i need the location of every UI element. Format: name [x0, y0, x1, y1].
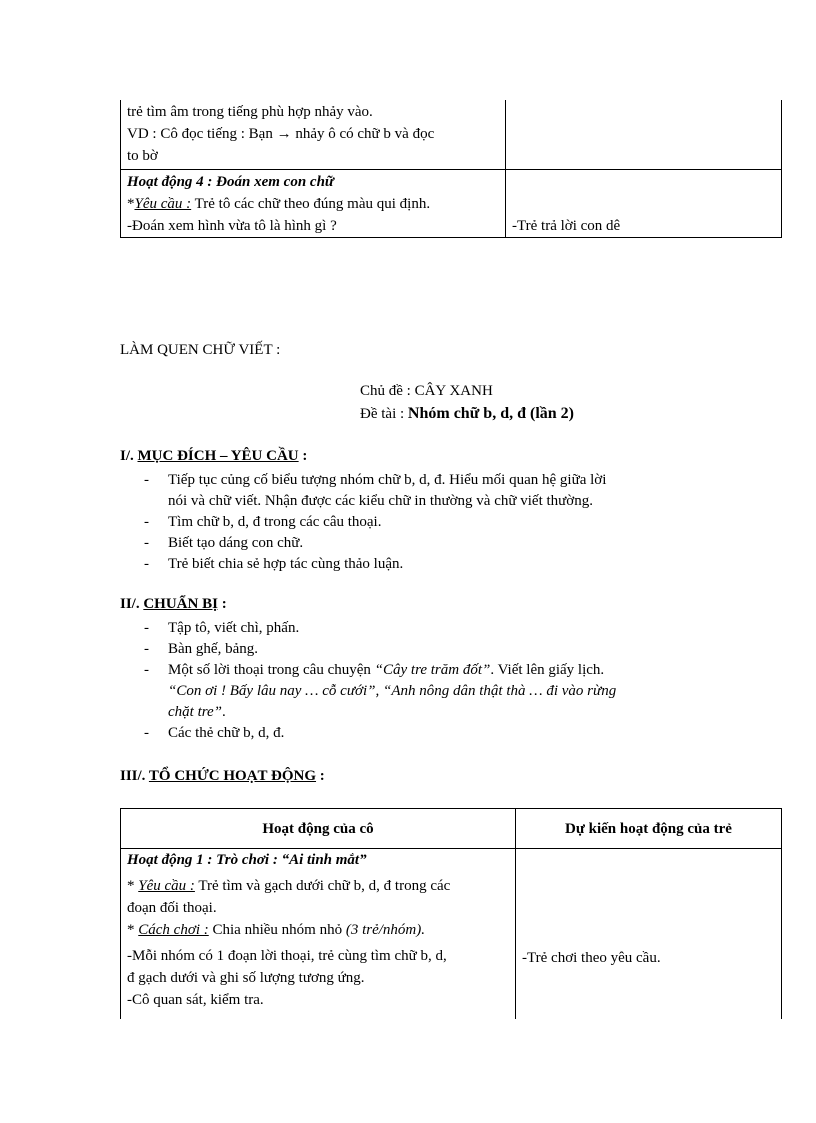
child-response: -Trẻ chơi theo yêu cầu.: [522, 950, 661, 966]
section-number: III/.: [120, 768, 149, 784]
text-line: đ gạch dưới và ghi số lượng tương ứng.: [127, 970, 365, 986]
child-activity-cell: [506, 100, 782, 169]
section-title: MỤC ĐÍCH – YÊU CẦU: [137, 448, 299, 464]
column-header: Hoạt động của cô: [121, 809, 516, 849]
group-note: (3 trẻ/nhóm).: [345, 922, 425, 938]
rules-text: Chia nhiều nhóm nhỏ: [208, 922, 346, 938]
section-title: CHUẨN BỊ: [143, 596, 218, 612]
section-number: I/.: [120, 448, 138, 464]
requirement-text: Trẻ tìm và gạch dưới chữ b, d, đ trong các: [194, 878, 451, 894]
requirement-label: Yêu cầu :: [134, 195, 192, 212]
asterisk: *: [127, 195, 135, 212]
child-activity-cell: [506, 169, 782, 237]
list-item: - Bàn ghế, bảng.: [120, 639, 760, 660]
list-item: - Biết tạo dáng con chữ.: [120, 533, 760, 554]
requirement-text: Trẻ tô các chữ theo đúng màu qui định.: [191, 195, 431, 212]
list-item-text: . Viết lên giấy lịch.: [490, 662, 605, 678]
list-item: - Tập tô, viết chì, phấn.: [120, 618, 760, 639]
list-item-text: Tiếp tục củng cố biểu tượng nhóm chữ b, d, đ. Hiểu mối quan hệ giữa lời: [168, 472, 607, 488]
topic-label: Chủ đề : CÂY XANH: [360, 383, 493, 399]
list-item: - Các thẻ chữ b, d, đ.: [120, 723, 760, 744]
subject-value: Nhóm chữ b, d, đ (lần 2): [407, 405, 574, 422]
section-heading-objectives: [120, 448, 307, 465]
activity-title: Hoạt động 1 : Trò chơi : “Ai tinh mắt”: [127, 852, 367, 868]
activity-table-continued: [120, 100, 782, 238]
table-row: [121, 169, 782, 237]
asterisk: *: [127, 922, 139, 938]
section-number: II/.: [120, 596, 144, 612]
list-item: - Tìm chữ b, d, đ trong các câu thoại.: [120, 512, 760, 533]
list-item-text: nói và chữ viết. Nhận được các kiểu chữ in thường và chữ viết thường.: [168, 493, 593, 509]
activity-title: Hoạt động 4 : Đoán xem con chữ: [127, 173, 334, 190]
preparation-list: [120, 618, 760, 744]
teacher-activity-cell: [121, 100, 506, 169]
lesson-heading: LÀM QUEN CHỮ VIẾT :: [120, 342, 281, 358]
table-row: [121, 100, 782, 169]
activity-table: [120, 808, 782, 1019]
rules-line: [127, 919, 509, 941]
text-line: to bờ: [127, 148, 158, 164]
teacher-activity-cell: [121, 849, 516, 1020]
requirement-line: [127, 193, 499, 215]
table-row: [121, 849, 782, 1020]
column-header: Dự kiến hoạt động của trẻ: [516, 809, 782, 849]
subject-label: Đề tài :: [360, 406, 408, 422]
dialogue-quote: chặt tre”: [168, 704, 223, 720]
section-colon: :: [217, 596, 227, 612]
table-header-row: [121, 809, 782, 849]
requirement-line: [127, 875, 509, 897]
child-activity-cell: [516, 849, 782, 1020]
requirement-label: Yêu cầu :: [138, 878, 195, 894]
list-item-text: Một số lời thoại trong câu chuyện: [168, 662, 375, 678]
teacher-activity-cell: [121, 169, 506, 237]
list-item-text: .: [222, 704, 226, 720]
section-colon: :: [316, 768, 325, 784]
text-line: trẻ tìm âm trong tiếng phù hợp nhảy vào.: [127, 104, 373, 120]
section-title: TỔ CHỨC HOẠT ĐỘNG: [148, 768, 317, 784]
story-title: “Cây tre trăm đốt”: [374, 662, 491, 678]
text-line: -Đoán xem hình vừa tô là hình gì ?: [127, 217, 337, 234]
dialogue-quote: “Con ơi ! Bấy lâu nay … cỗ cưới”, “Anh nông dân thật thà … đi vào rừng: [168, 683, 617, 699]
section-heading-activities: [120, 768, 325, 785]
subject-line: [360, 405, 574, 423]
list-item: - Trẻ biết chia sẻ hợp tác cùng thảo luận.: [120, 554, 760, 575]
section-colon: :: [298, 448, 308, 464]
text-line: -Cô quan sát, kiểm tra.: [127, 992, 264, 1008]
asterisk: *: [127, 878, 139, 894]
text-line: VD : Cô đọc tiếng : Bạn → nhảy ô có chữ b và đọc: [127, 126, 435, 142]
text-line: đoạn đối thoại.: [127, 900, 217, 916]
list-item: [120, 470, 760, 512]
objectives-list: [120, 470, 760, 575]
text-line: -Mỗi nhóm có 1 đoạn lời thoại, trẻ cùng tìm chữ b, d,: [127, 948, 447, 964]
list-item: [120, 660, 760, 723]
section-heading-preparation: [120, 596, 227, 613]
child-response: -Trẻ trả lời con dê: [512, 217, 621, 234]
rules-label: Cách chơi :: [138, 922, 209, 938]
